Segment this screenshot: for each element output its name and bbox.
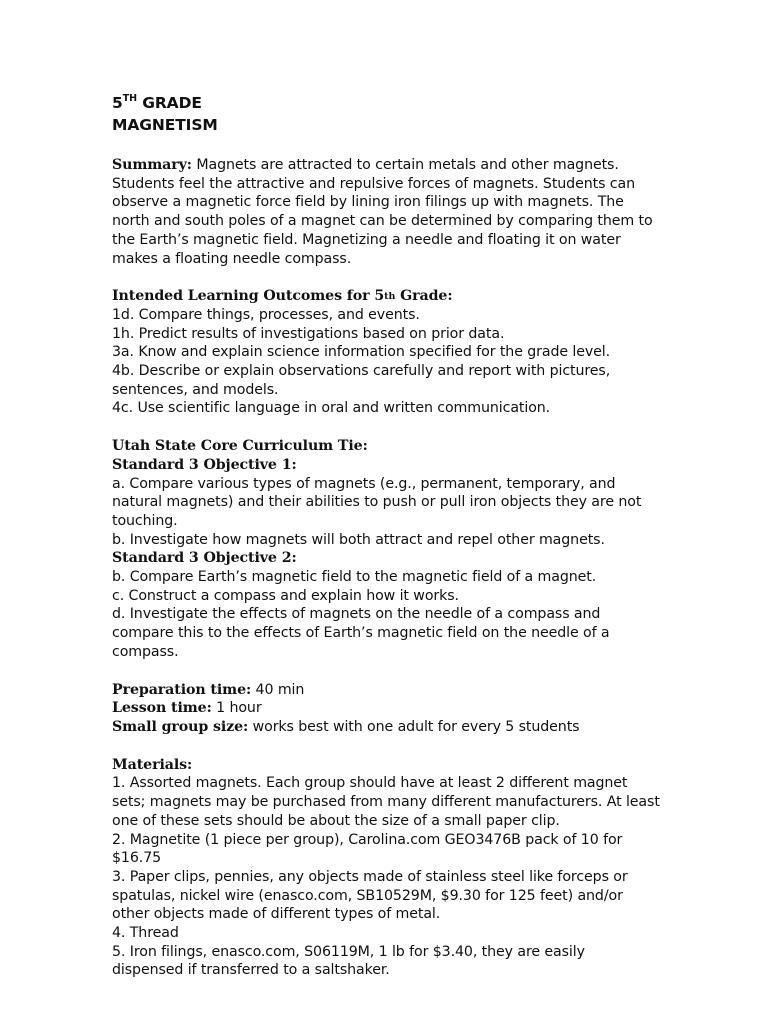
outcome-item: 4c. Use scientific language in oral and written communication. xyxy=(112,400,551,417)
materials-heading: Materials: xyxy=(112,756,193,773)
objective-2-item: b. Compare Earth’s magnetic field to the magnetic field of a magnet. xyxy=(112,569,597,586)
curriculum-heading: Utah State Core Curriculum Tie: xyxy=(112,438,368,455)
grade-number: 5 xyxy=(112,94,123,112)
outcomes-heading xyxy=(112,287,660,306)
objective-2-item: c. Construct a compass and explain how it works. xyxy=(112,587,459,604)
material-item: 5. Iron filings, enasco.com, S06119M, 1 lb for $3.40, they are easily dispensed if transferred to a saltshaker. xyxy=(112,943,585,979)
lesson-time-value: 1 hour xyxy=(211,700,262,717)
lesson-time xyxy=(112,699,660,718)
preparation-time-label: Preparation time: xyxy=(112,681,252,698)
preparation-time xyxy=(112,681,660,700)
objective-1-item: b. Investigate how magnets will both attract and repel other magnets. xyxy=(112,531,605,548)
material-item: 3. Paper clips, pennies, any objects made of stainless steel like forceps or spatulas, nickel wire (enasco.com, SB10529M, $9.30 for 125 feet) and/or other objects made of different types of metal. xyxy=(112,868,628,923)
outcome-item: 3a. Know and explain science information specified for the grade level. xyxy=(112,344,611,361)
outcome-item: 4b. Describe or explain observations carefully and report with pictures, sentences, and models. xyxy=(112,363,611,398)
group-size xyxy=(112,718,660,737)
outcomes-heading-text: Intended Learning Outcomes for 5 xyxy=(112,288,385,305)
material-item: 1. Assorted magnets. Each group should have at least 2 different magnet sets; magnets may be purchased from many different manufacturers. At least one of these sets should be about the size of a small paper clip. xyxy=(112,775,660,829)
grade-superscript: TH xyxy=(122,92,137,104)
outcomes-heading-suffix: Grade: xyxy=(395,288,453,305)
summary-paragraph xyxy=(112,156,660,268)
topic-heading: MAGNETISM xyxy=(112,116,218,134)
outcome-item: 1h. Predict results of investigations based on prior data. xyxy=(112,325,505,342)
grade-word: GRADE xyxy=(136,94,202,112)
group-size-value: works best with one adult for every 5 students xyxy=(248,718,580,735)
group-size-label: Small group size: xyxy=(112,718,249,735)
preparation-time-value: 40 min xyxy=(251,681,305,698)
objective-1-heading: Standard 3 Objective 1: xyxy=(112,456,297,473)
material-item: 2. Magnetite (1 piece per group), Carolina.com GEO3476B pack of 10 for $16.75 xyxy=(112,831,623,867)
material-item: 4. Thread xyxy=(112,925,179,942)
lesson-time-label: Lesson time: xyxy=(112,700,212,717)
summary-label: Summary: xyxy=(112,157,192,173)
document-page xyxy=(112,92,660,980)
objective-1-item: a. Compare various types of magnets (e.g., permanent, temporary, and natural magnets) and their abilities to push or pull iron objects they are not touching. xyxy=(112,475,642,529)
objective-2-item: d. Investigate the effects of magnets on the needle of a compass and compare this to the effects of Earth’s magnetic field on the needle of a compass. xyxy=(112,606,610,660)
summary-text: Magnets are attracted to certain metals and other magnets. Students feel the attractive and repulsive forces of magnets. Students can observe a magnetic force field by lining iron filings up with magnets. The north and south poles of a magnet can be determined by comparing them to the Earth’s magnetic field. Magnetizing a needle and floating it on water makes a floating needle compass. xyxy=(112,157,653,267)
grade-heading xyxy=(112,92,660,114)
outcomes-heading-superscript: th xyxy=(384,291,396,303)
objective-2-heading: Standard 3 Objective 2: xyxy=(112,550,297,567)
outcome-item: 1d. Compare things, processes, and events. xyxy=(112,306,420,323)
